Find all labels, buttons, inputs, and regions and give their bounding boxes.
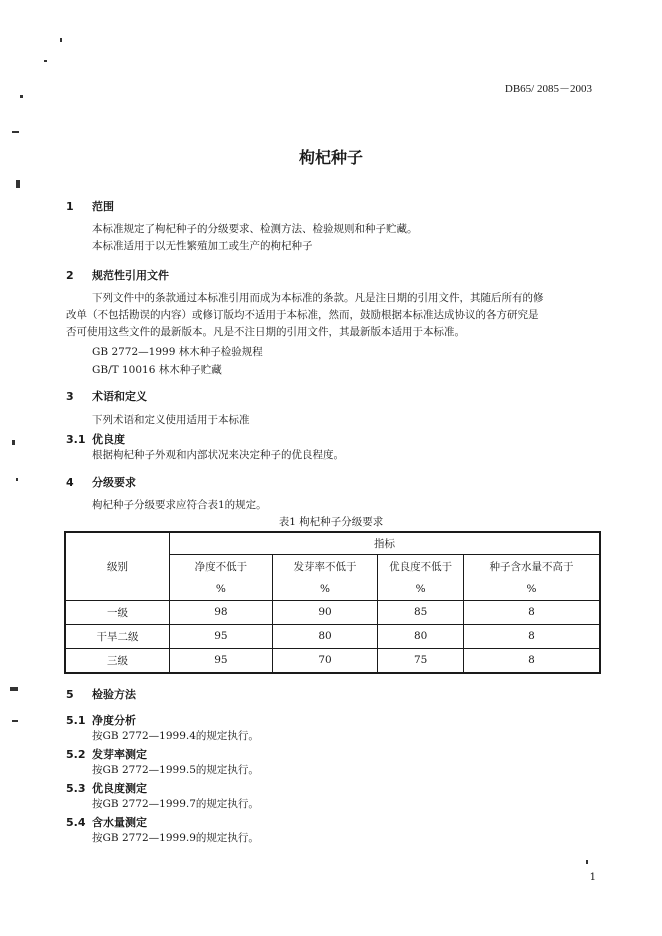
paragraph: 根据枸杞种子外观和内部状况来决定种子的优良程度。 [92, 449, 344, 461]
section-number: 2 [66, 269, 74, 282]
value-cell: 8 [464, 624, 601, 648]
paragraph-line: 改单（不包括勘误的内容）或修订版均不适用于本标准，然而，鼓励根据本标准达成协议的各方研究是 [66, 309, 539, 321]
section-number: 3 [66, 390, 74, 403]
table-caption: 表1 枸杞种子分级要求 [278, 516, 384, 528]
section-title: 检验方法 [92, 688, 136, 701]
subsection-title: 发芽率测定 [92, 748, 147, 761]
page-title: 枸杞种子 [298, 148, 363, 167]
paragraph-line: 否可使用这些文件的最新版本。凡是不注日期的引用文件，其最新版本适用于本标准。 [66, 326, 465, 338]
table-row [65, 600, 600, 624]
subsection-number: 5.1 [66, 714, 86, 727]
value-cell: 80 [272, 624, 378, 648]
value-cell: 95 [170, 624, 273, 648]
grade-cell: 三级 [65, 648, 170, 673]
column-unit: % [464, 579, 601, 600]
scan-mark [10, 687, 18, 691]
column-unit: % [378, 579, 464, 600]
section-number: 5 [66, 688, 74, 701]
section-title: 范围 [92, 200, 114, 213]
subsection-number: 5.3 [66, 782, 86, 795]
subsection-3-1-heading [66, 431, 125, 447]
subsection-number: 3.1 [66, 433, 86, 446]
scan-mark [60, 38, 62, 42]
grade-header: 级别 [65, 532, 170, 600]
section-2-heading [66, 267, 169, 283]
value-cell: 95 [170, 648, 273, 673]
paragraph: 本标准适用于以无性繁殖加工或生产的枸杞种子 [92, 240, 313, 252]
subsection-heading [66, 814, 147, 830]
reference-item: GB/T 10016 林木种子贮藏 [92, 364, 222, 376]
table-row [65, 624, 600, 648]
scan-mark [12, 131, 19, 133]
column-header: 发芽率不低于 [272, 554, 378, 579]
paragraph-line: 下列文件中的条款通过本标准引用而成为本标准的条款。凡是注日期的引用文件，其随后所有的修 [92, 292, 544, 304]
table-row [65, 648, 600, 673]
value-cell: 75 [378, 648, 464, 673]
group-header: 指标 [170, 532, 600, 554]
paragraph: 枸杞种子分级要求应符合表1的规定。 [92, 499, 267, 511]
document-code: DB65/ 2085－2003 [504, 83, 592, 95]
grade-requirements-table [64, 531, 601, 674]
reference-item: GB 2772—1999 林木种子检验规程 [92, 346, 263, 358]
column-header: 优良度不低于 [378, 554, 464, 579]
section-title: 规范性引用文件 [92, 269, 169, 282]
value-cell: 8 [464, 600, 601, 624]
column-unit: % [272, 579, 378, 600]
scan-mark [16, 478, 18, 481]
scan-mark [12, 720, 18, 722]
value-cell: 80 [378, 624, 464, 648]
section-number: 1 [66, 200, 74, 213]
section-title: 术语和定义 [92, 390, 147, 403]
grade-cell: 一级 [65, 600, 170, 624]
paragraph: 按GB 2772—1999.9的规定执行。 [92, 832, 259, 844]
paragraph: 本标准规定了枸杞种子的分级要求、检测方法、检验规则和种子贮藏。 [92, 223, 418, 235]
subsection-title: 含水量测定 [92, 816, 147, 829]
value-cell: 8 [464, 648, 601, 673]
value-cell: 90 [272, 600, 378, 624]
scan-mark [20, 95, 23, 98]
value-cell: 98 [170, 600, 273, 624]
paragraph: 按GB 2772—1999.4的规定执行。 [92, 730, 259, 742]
section-4-heading [66, 474, 136, 490]
section-3-heading [66, 388, 147, 404]
section-title: 分级要求 [92, 476, 136, 489]
subsection-heading [66, 780, 147, 796]
paragraph: 按GB 2772—1999.5的规定执行。 [92, 764, 259, 776]
subsection-heading [66, 746, 147, 762]
grade-cell: 干旱二级 [65, 624, 170, 648]
section-number: 4 [66, 476, 74, 489]
subsection-title: 净度分析 [92, 714, 136, 727]
column-header: 净度不低于 [170, 554, 273, 579]
paragraph: 下列术语和定义使用适用于本标准 [92, 414, 250, 426]
section-1-heading [66, 198, 114, 214]
page-number: 1 [589, 872, 596, 883]
scan-mark [586, 860, 588, 864]
subsection-heading [66, 712, 136, 728]
section-5-heading [66, 686, 136, 702]
value-cell: 70 [272, 648, 378, 673]
value-cell: 85 [378, 600, 464, 624]
scan-mark [12, 440, 15, 445]
subsection-number: 5.2 [66, 748, 86, 761]
subsection-title: 优良度 [92, 433, 125, 446]
paragraph: 按GB 2772—1999.7的规定执行。 [92, 798, 259, 810]
subsection-number: 5.4 [66, 816, 86, 829]
scan-mark [44, 60, 47, 62]
column-unit: % [170, 579, 273, 600]
column-header: 种子含水量不高于 [464, 554, 601, 579]
scan-mark [16, 180, 20, 188]
subsection-title: 优良度测定 [92, 782, 147, 795]
